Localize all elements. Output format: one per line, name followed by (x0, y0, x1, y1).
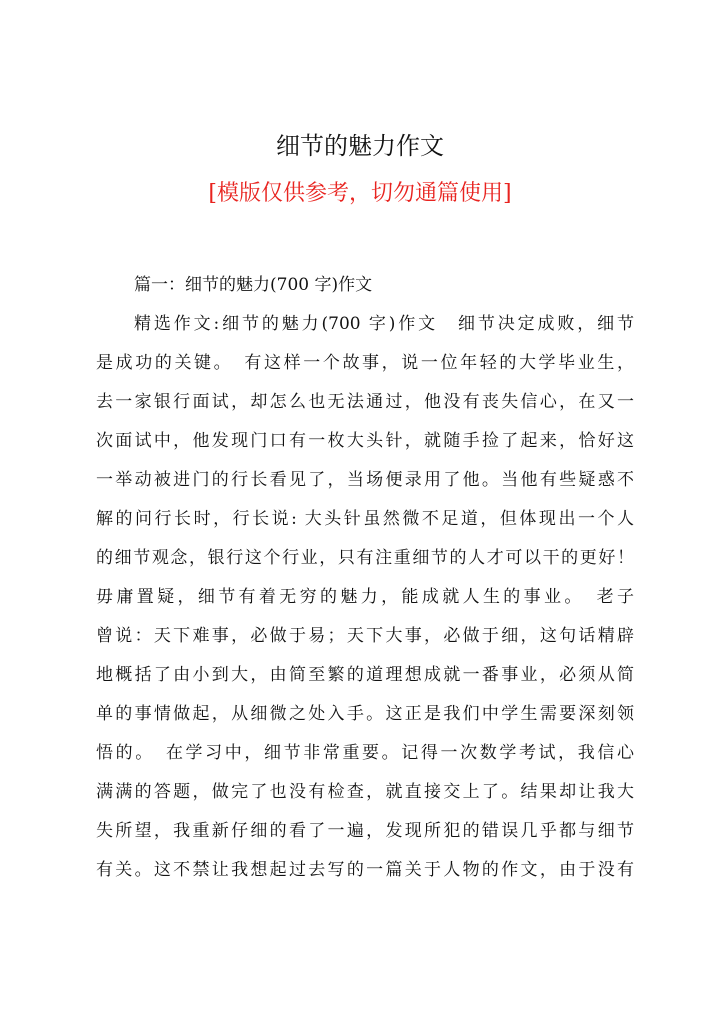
body-paragraph (96, 305, 634, 890)
body-line: 次面试中，他发现门口有一枚大头针，就随手捡了起来，恰好这 (96, 431, 634, 451)
body-line: 悟的。 在学习中，细节非常重要。记得一次数学考试，我信心 (96, 743, 634, 763)
body-line: 是成功的关键。 有这样一个故事，说一位年轻的大学毕业生， (96, 353, 634, 373)
body-line: 曾说：天下难事，必做于易；天下大事，必做于细，这句话精辟 (96, 626, 634, 646)
body-line: 精选作文:细节的魅力(700 字)作文 细节决定成败，细节 (134, 314, 634, 334)
body-line: 一举动被进门的行长看见了，当场便录用了他。当他有些疑惑不 (96, 470, 634, 490)
body-line: 有关。这不禁让我想起过去写的一篇关于人物的作文，由于没有 (96, 860, 634, 880)
body-line: 的细节观念，银行这个行业，只有注重细节的人才可以干的更好！ (96, 548, 634, 568)
body-line: 去一家银行面试，却怎么也无法通过，他没有丧失信心，在又一 (96, 392, 634, 412)
template-notice: [模版仅供参考，切勿通篇使用] (208, 181, 512, 206)
body-line: 地概括了由小到大，由简至繁的道理想成就一番事业，必须从简 (96, 665, 634, 685)
body-line: 解的问行长时，行长说: 大头针虽然微不足道，但体现出一个人 (96, 509, 634, 529)
body-line: 毋庸置疑，细节有着无穷的魅力，能成就人生的事业。 老子 (96, 587, 634, 607)
article-body (96, 266, 634, 890)
document-title: 细节的魅力作文 (276, 132, 444, 160)
section-heading: 篇一：细节的魅力(700 字)作文 (134, 275, 373, 295)
body-line: 满满的答题，做完了也没有检查，就直接交上了。结果却让我大 (96, 782, 634, 802)
body-line: 失所望，我重新仔细的看了一遍，发现所犯的错误几乎都与细节 (96, 821, 634, 841)
body-line: 单的事情做起，从细微之处入手。这正是我们中学生需要深刻领 (96, 704, 634, 724)
